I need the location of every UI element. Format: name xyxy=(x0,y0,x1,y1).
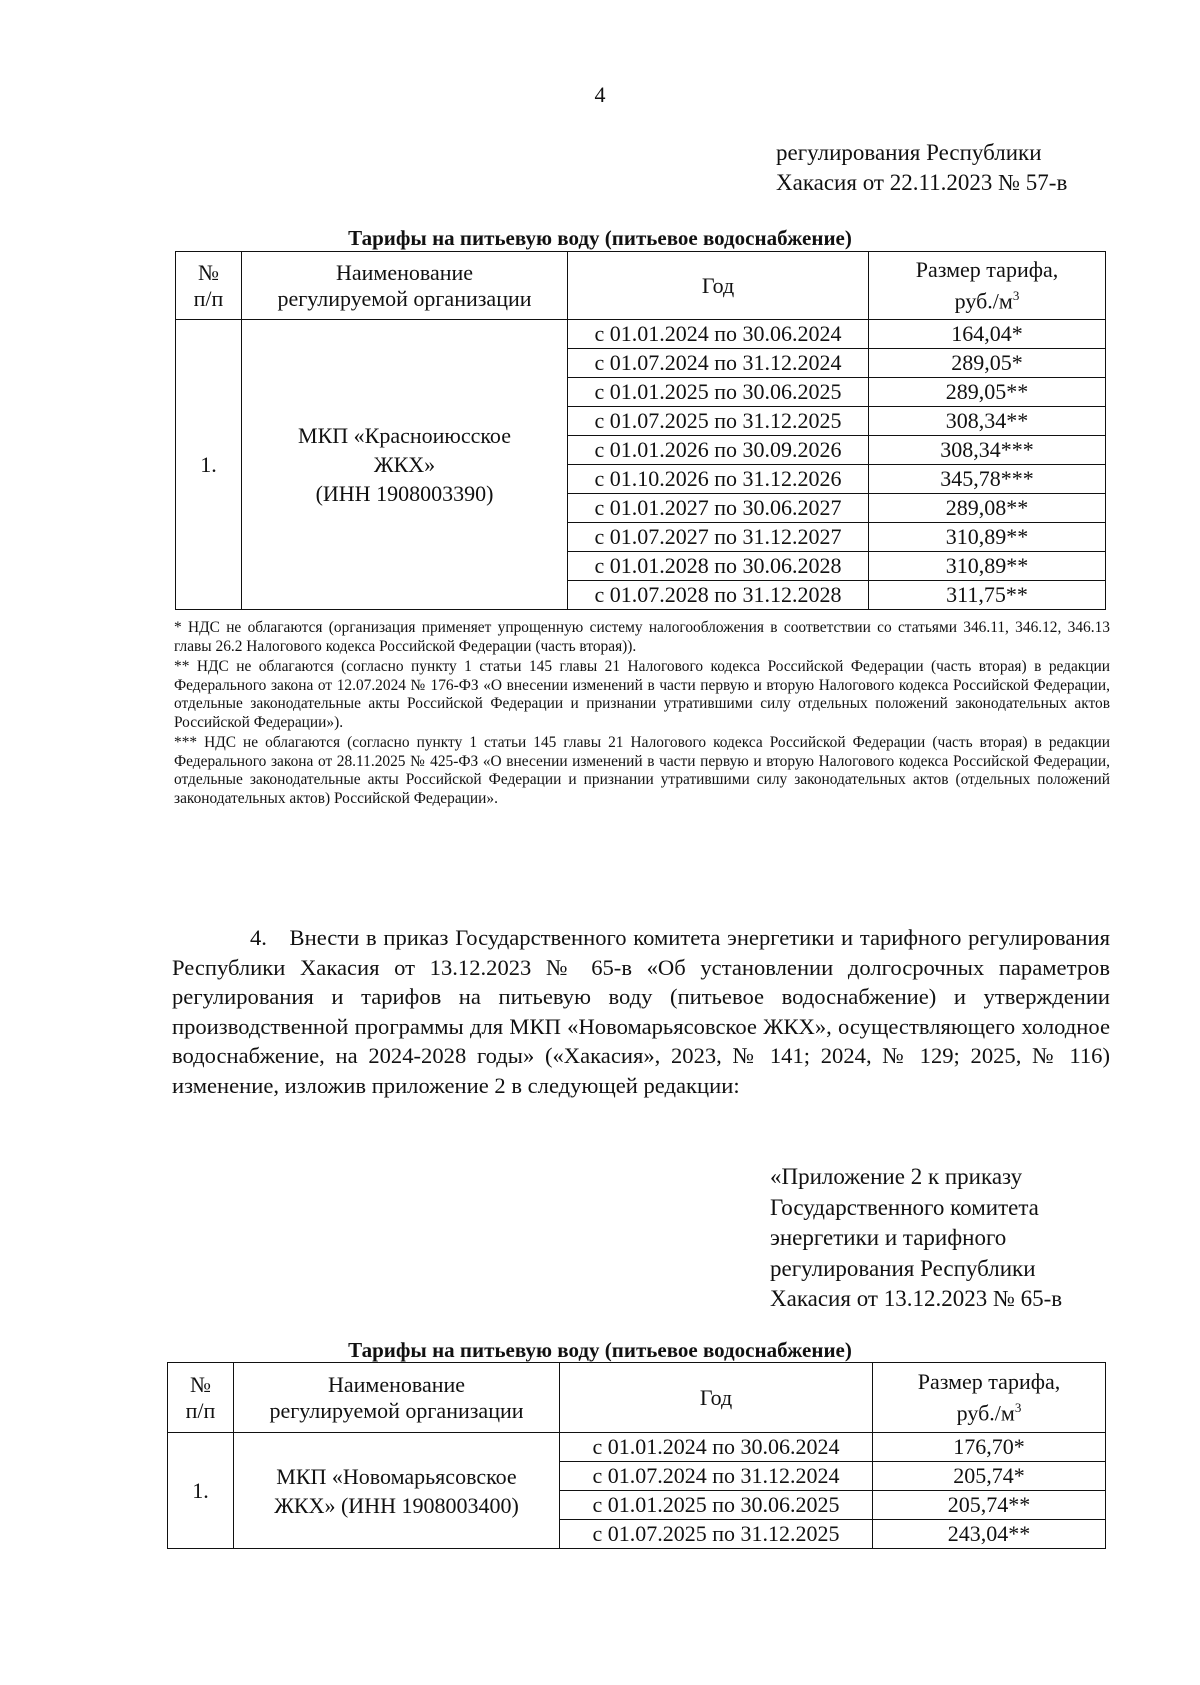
table1-title: Тарифы на питьевую воду (питьевое водоснабжение) xyxy=(348,226,852,250)
header-line: регулирования Республики xyxy=(770,1255,1036,1281)
tariff-cell: 311,75** xyxy=(869,581,1106,610)
period-cell: с 01.01.2025 по 30.06.2025 xyxy=(560,1491,873,1520)
period-cell: с 01.07.2025 по 31.12.2025 xyxy=(568,407,869,436)
period-cell: с 01.01.2024 по 30.06.2024 xyxy=(560,1433,873,1462)
header-tariff: Размер тарифа, $руб./м^3$ xyxy=(873,1363,1106,1433)
header-line: регулирования Республики xyxy=(776,140,1042,165)
tariff-cell: 176,70* xyxy=(873,1433,1106,1462)
tariff-cell: 310,89** xyxy=(869,523,1106,552)
period-cell: с 01.01.2026 по 30.09.2026 xyxy=(568,436,869,465)
tariff-cell: 345,78*** xyxy=(869,465,1106,494)
row-number: 1. xyxy=(168,1433,234,1549)
tariff-cell: 289,05* xyxy=(869,349,1106,378)
tariff-cell: 308,34** xyxy=(869,407,1106,436)
period-cell: с 01.01.2024 по 30.06.2024 xyxy=(568,320,869,349)
period-cell: с 01.01.2025 по 30.06.2025 xyxy=(568,378,869,407)
organization-name: МКП «Новомарьясовское ЖКХ» (ИНН 1908003400) xyxy=(234,1433,560,1549)
tariff-cell: 205,74* xyxy=(873,1462,1106,1491)
tariff-cell: 289,05** xyxy=(869,378,1106,407)
row-number: 1. xyxy=(176,320,242,610)
header-line: Государственного комитета xyxy=(770,1194,1039,1220)
period-cell: с 01.01.2027 по 30.06.2027 xyxy=(568,494,869,523)
approval-header-top xyxy=(776,138,1067,198)
tariff-cell: 289,08** xyxy=(869,494,1106,523)
header-tariff: Размер тарифа, $руб./м^3$ xyxy=(869,252,1106,320)
tariff-table-2 xyxy=(167,1362,1106,1549)
header-line: энергетики и тарифного xyxy=(770,1225,1007,1250)
tariff-table-1 xyxy=(175,251,1106,610)
header-line: «Приложение 2 к приказу xyxy=(770,1164,1023,1189)
period-cell: с 01.07.2028 по 31.12.2028 xyxy=(568,581,869,610)
header-org: Наименование регулируемой организации xyxy=(234,1363,560,1433)
header-num: № п/п xyxy=(176,252,242,320)
approval-header-bottom xyxy=(770,1162,1062,1315)
page-number: 4 xyxy=(594,82,606,107)
period-cell: с 01.01.2028 по 30.06.2028 xyxy=(568,552,869,581)
paragraph-4: 4. Внести в приказ Государственного комитета энергетики и тарифного регулирования Республики Хакасия от 13.12.2023 № 65-в «Об установлении долгосрочных параметров регулирования и тарифов на питьевую воду (питьевое водоснабжение) и утверждении производственной программы для МКП «Новомарьясовское ЖКХ», осуществляющего холодное водоснабжение, на 2024-2028 годы» («Хакасия», 2023, № 141; 2024, № 129; 2025, № 116) изменение, изложив приложение 2 в следующей редакции: xyxy=(172,925,1110,1098)
table2-title: Тарифы на питьевую воду (питьевое водоснабжение) xyxy=(348,1338,852,1362)
period-cell: с 01.10.2026 по 31.12.2026 xyxy=(568,465,869,494)
period-cell: с 01.07.2024 по 31.12.2024 xyxy=(568,349,869,378)
tariff-cell: 164,04* xyxy=(869,320,1106,349)
header-line: Хакасия от 22.11.2023 № 57-в xyxy=(776,170,1068,195)
header-num: № п/п xyxy=(168,1363,234,1433)
period-cell: с 01.07.2027 по 31.12.2027 xyxy=(568,523,869,552)
footnotes xyxy=(174,619,1110,810)
period-cell: с 01.07.2024 по 31.12.2024 xyxy=(560,1462,873,1491)
header-org: Наименование регулируемой организации xyxy=(242,252,568,320)
tariff-cell: 310,89** xyxy=(869,552,1106,581)
tariff-cell: 243,04** xyxy=(873,1520,1106,1549)
organization-name: МКП «Красноиюсское ЖКХ» (ИНН 1908003390) xyxy=(242,320,568,610)
tariff-cell: 205,74** xyxy=(873,1491,1106,1520)
footnote-1: * НДС не облагаются (организация применяет упрощенную систему налогообложения в соответствии со статьями 346.11, 346.12, 346.13 главы 26.2 Налогового кодекса Российской Федерации (часть вторая)). xyxy=(174,619,1110,655)
header-line: Хакасия от 13.12.2023 № 65-в xyxy=(770,1286,1063,1311)
header-year: Год xyxy=(560,1363,873,1433)
footnote-2: ** НДС не облагаются (согласно пункту 1 статьи 145 главы 21 Налогового кодекса Российской Федерации (часть вторая) в редакции Федерального закона от 12.07.2024 № 176-ФЗ «О внесении изменений в части первую и вторую Налогового кодекса Российской Федерации, отдельные законодательные акты Российской Федерации и признании утратившими силу отдельных положений законодательных актов Российской Федерации»). xyxy=(174,658,1110,731)
period-cell: с 01.07.2025 по 31.12.2025 xyxy=(560,1520,873,1549)
header-year: Год xyxy=(568,252,869,320)
tariff-cell: 308,34*** xyxy=(869,436,1106,465)
footnote-3: *** НДС не облагаются (согласно пункту 1 статьи 145 главы 21 Налогового кодекса Российской Федерации (часть вторая) в редакции Федерального закона от 28.11.2025 № 425-ФЗ «О внесении изменений в части первую и вторую Налогового кодекса Российской Федерации, отдельные законодательные акты Российской Федерации и признании утратившими силу законодательных актов (отдельных положений законодательных актов) Российской Федерации». xyxy=(174,734,1110,807)
